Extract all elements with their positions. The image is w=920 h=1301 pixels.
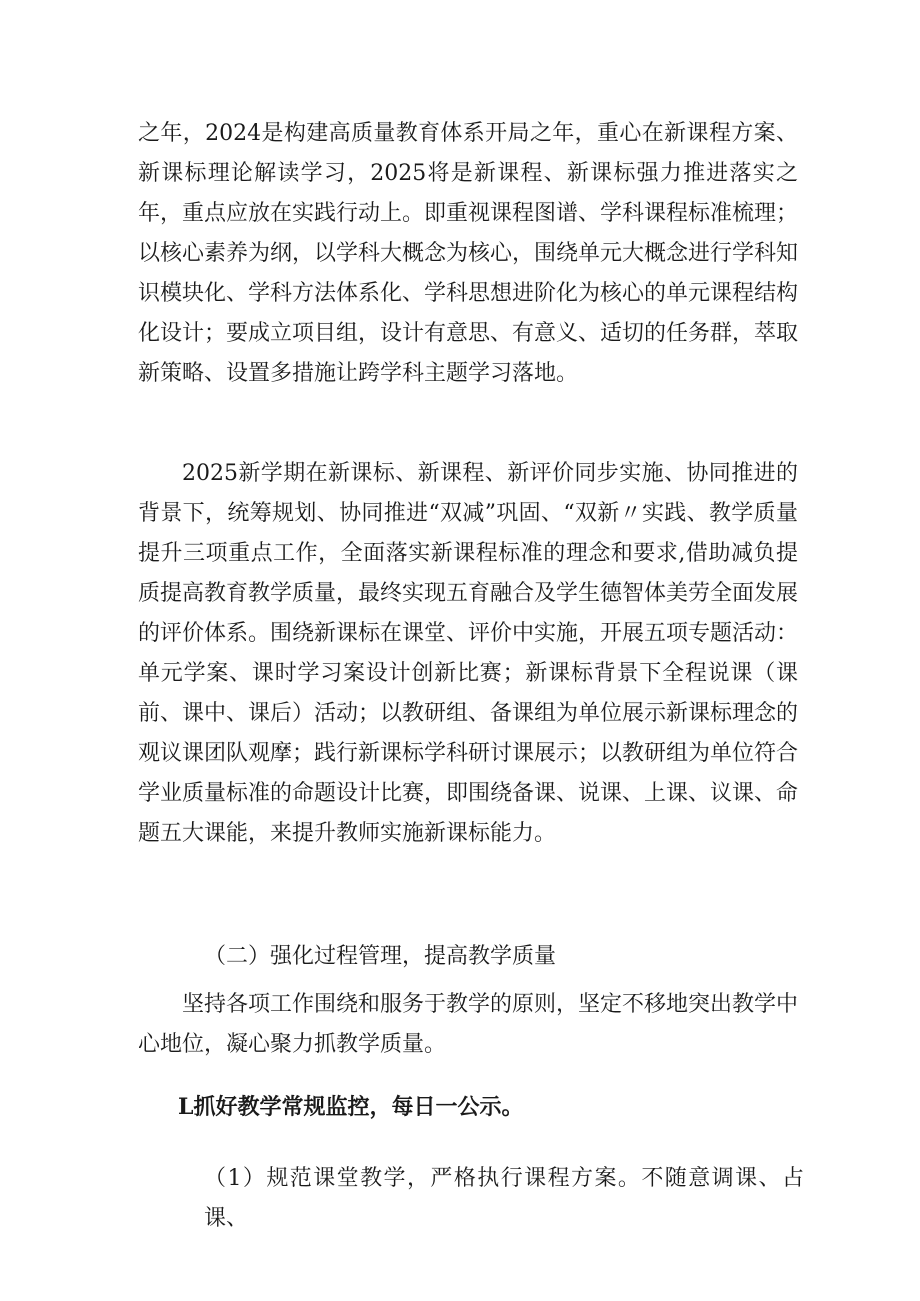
paragraph-new-semester: 2025新学期在新课标、新课程、新评价同步实施、协同推进的背景下，统筹规划、协同推进“双减”巩固、“双新〃实践、教学质量提升三项重点工作，全面落实新课程标准的理念和要求,借助减负提质提高教育教学质量，最终实现五育融合及学生德智体美劳全面发展的评价体系。围绕新课标在课堂、评价中实施，开展五项专题活动：单元学案、课时学习案设计创新比赛；新课标背景下全程说课（课前、课中、课后）活动；以教研组、备课组为单位展示新课标理念的观议课团队观摩；践行新课标学科研讨课展示；以教研组为单位符合学业质量标准的命题设计比赛，即围绕备课、说课、上课、议课、命题五大课能，来提升教师实施新课标能力。 bbox=[138, 461, 799, 846]
paragraph-classroom-standard: （1）规范课堂教学，严格执行课程方案。不随意调课、占课、 bbox=[204, 1166, 804, 1231]
section-heading-process-management: （二）强化过程管理，提高教学质量 bbox=[204, 944, 557, 969]
paragraph-teaching-principle: 坚持各项工作围绕和服务于教学的原则，坚定不移地突出教学中心地位，凝心聚力抓教学质量。 bbox=[138, 992, 799, 1057]
paragraph-intro: 之年，2024是构建高质量教育体系开局之年，重心在新课程方案、新课标理论解读学习，2025将是新课程、新课标强力推进落实之年，重点应放在实践行动上。即重视课程图谱、学科课程标准梳理；以核心素养为纲，以学科大概念为核心，围绕单元大概念进行学科知识模块化、学科方法体系化、学科思想进阶化为核心的单元课程结构化设计；要成立项目组，设计有意思、有意义、适切的任务群，萃取新策略、设置多措施让跨学科主题学习落地。 bbox=[138, 121, 799, 386]
subheading-routine-monitoring: L抓好教学常规监控，每日一公示。 bbox=[178, 1094, 524, 1120]
